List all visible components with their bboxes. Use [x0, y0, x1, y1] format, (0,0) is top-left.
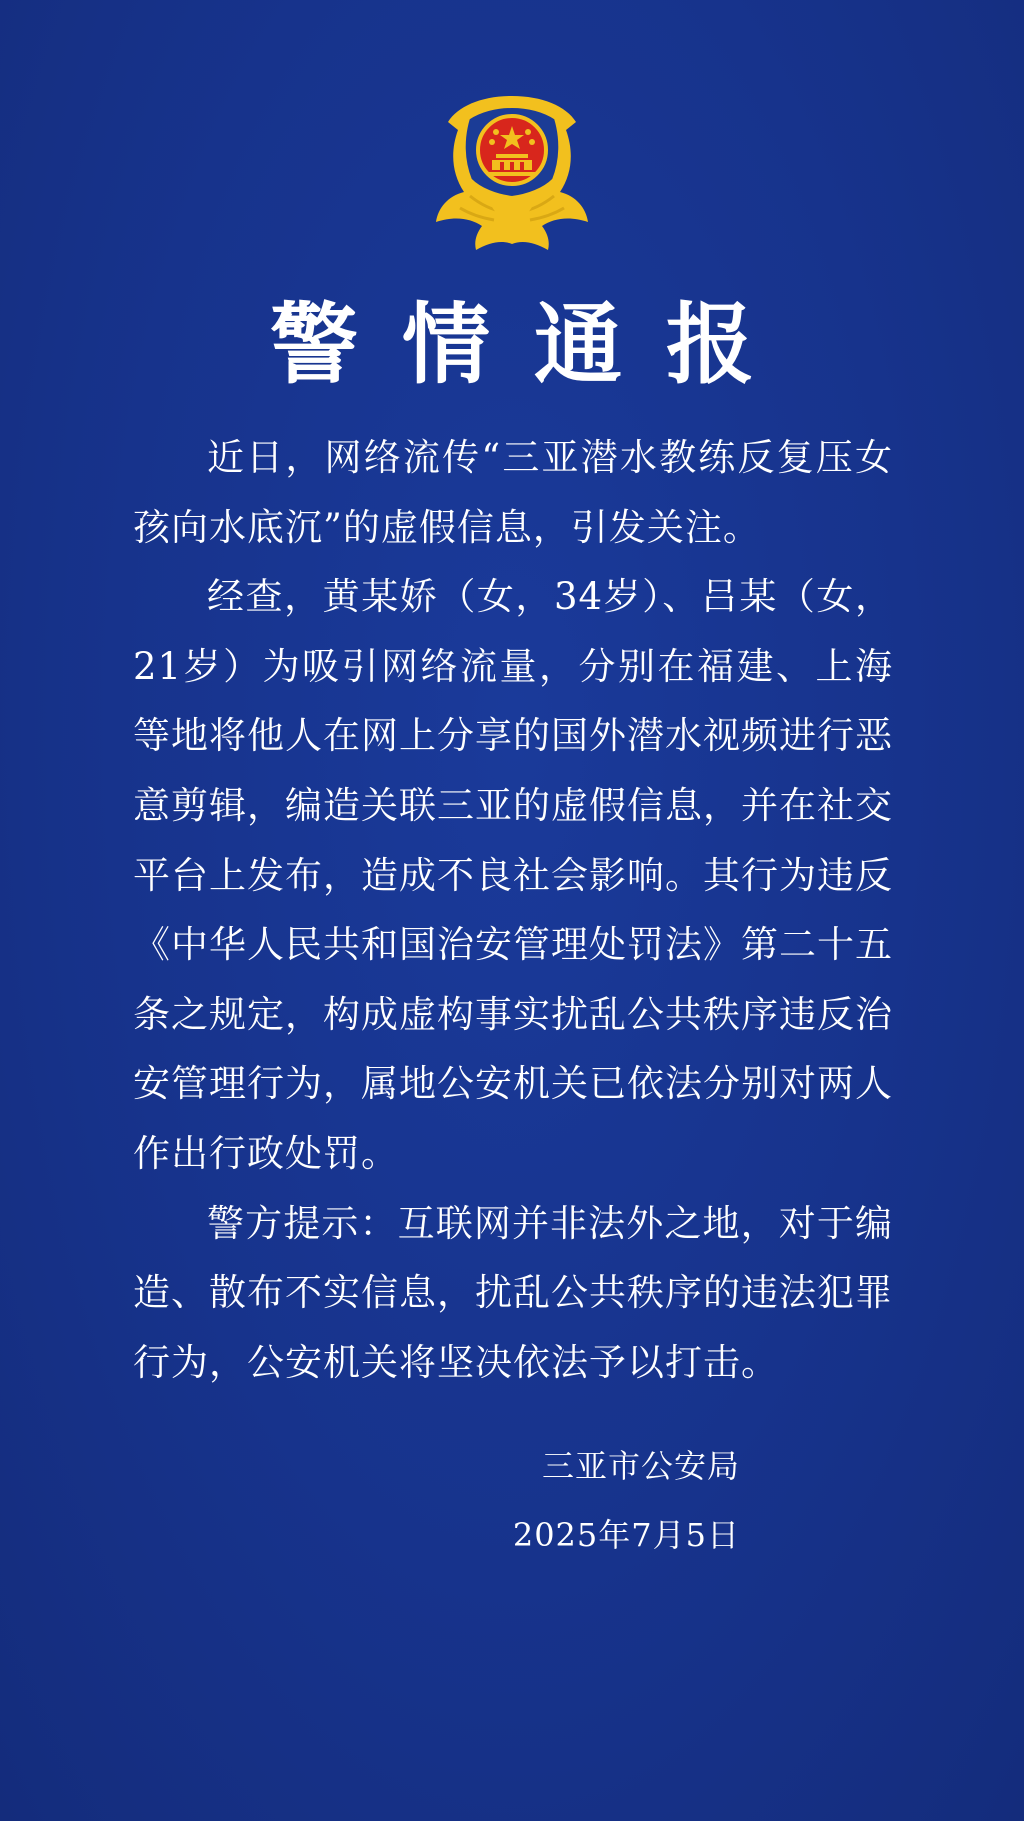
notice-paragraph: 近日，网络流传“三亚潜水教练反复压女孩向水底沉”的虚假信息，引发关注。	[133, 436, 893, 549]
notice-body	[133, 423, 893, 1397]
issue-date: 2025年7月5日	[512, 1516, 740, 1554]
notice-paragraph: 经查，黄某娇（女，34岁）、吕某（女，21岁）为吸引网络流量，分别在福建、上海等地将他人在网上分享的国外潜水视频进行恶意剪辑，编造关联三亚的虚假信息，并在社交平台上发布，造成不良社会影响。其行为违反《中华人民共和国治安管理处罚法》第二十五条之规定，构成虚构事实扰乱公共秩序违反治安管理行为，属地公安机关已依法分别对两人作出行政处罚。	[133, 575, 893, 1175]
police-emblem-icon	[430, 92, 594, 252]
notice-paragraph: 警方提示：互联网并非法外之地，对于编造、散布不实信息，扰乱公共秩序的违法犯罪行为，公安机关将坚决依法予以打击。	[133, 1201, 893, 1384]
issuing-agency: 三亚市公安局	[541, 1447, 740, 1485]
notice-title: 警情通报	[269, 293, 798, 396]
